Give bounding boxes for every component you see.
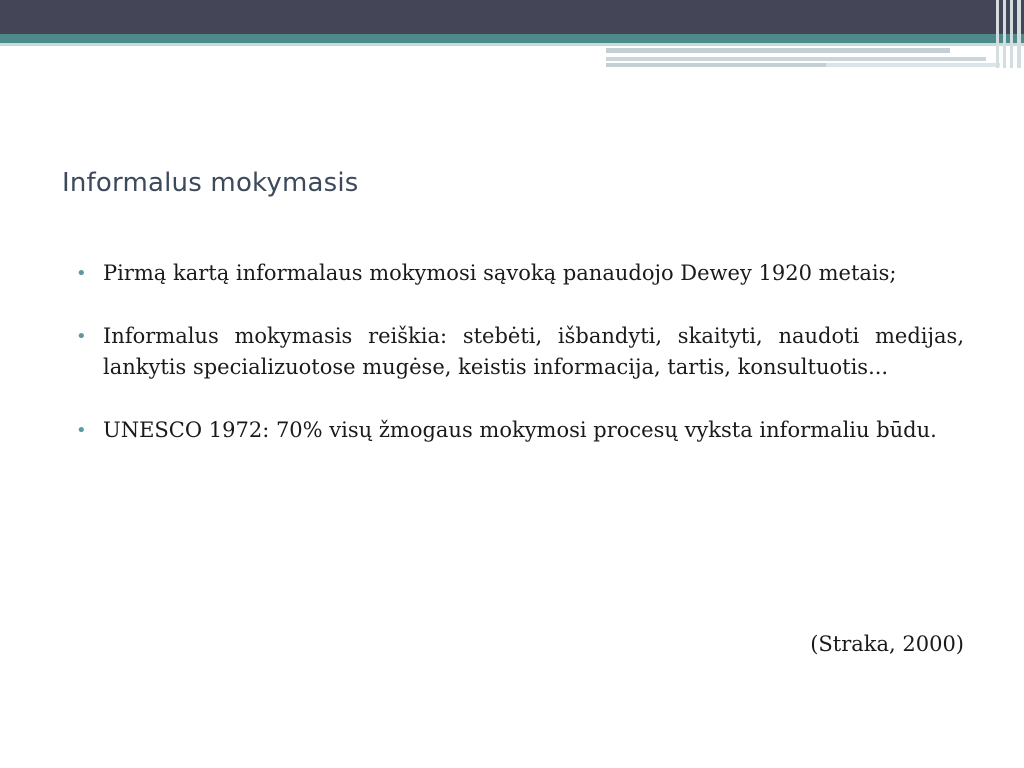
header-bar	[0, 0, 1024, 34]
bullet-text: UNESCO 1972: 70% visų žmogaus mokymosi procesų vyksta informaliu būdu.	[103, 418, 937, 442]
bullet-icon: •	[76, 263, 87, 284]
bullet-item	[76, 321, 964, 383]
bullet-item	[76, 415, 964, 446]
bullet-list	[76, 258, 964, 478]
bullet-icon: •	[76, 326, 87, 347]
bullet-icon: •	[76, 420, 87, 441]
header-decor-line	[606, 63, 826, 67]
header-decor-line	[606, 57, 986, 61]
header-decor-vertical	[1017, 0, 1021, 68]
slide-title: Informalus mokymasis	[62, 168, 359, 198]
header-accent-stripe	[0, 34, 1024, 43]
citation: (Straka, 2000)	[810, 632, 964, 656]
header-decor-vertical	[1003, 0, 1006, 68]
header-gap	[0, 46, 606, 52]
header-decor-line	[606, 48, 950, 53]
header-decor-vertical	[1010, 0, 1013, 68]
header-decor-vertical	[996, 0, 999, 68]
bullet-item	[76, 258, 964, 289]
header-decor-line	[826, 63, 1000, 67]
bullet-text: Pirmą kartą informalaus mokymosi sąvoką panaudojo Dewey 1920 metais;	[103, 261, 897, 285]
bullet-text: Informalus mokymasis reiškia: stebėti, išbandyti, skaityti, naudoti medijas, lankytis specializuotose mugėse, keistis informacija, tartis, konsultuotis...	[103, 324, 964, 379]
